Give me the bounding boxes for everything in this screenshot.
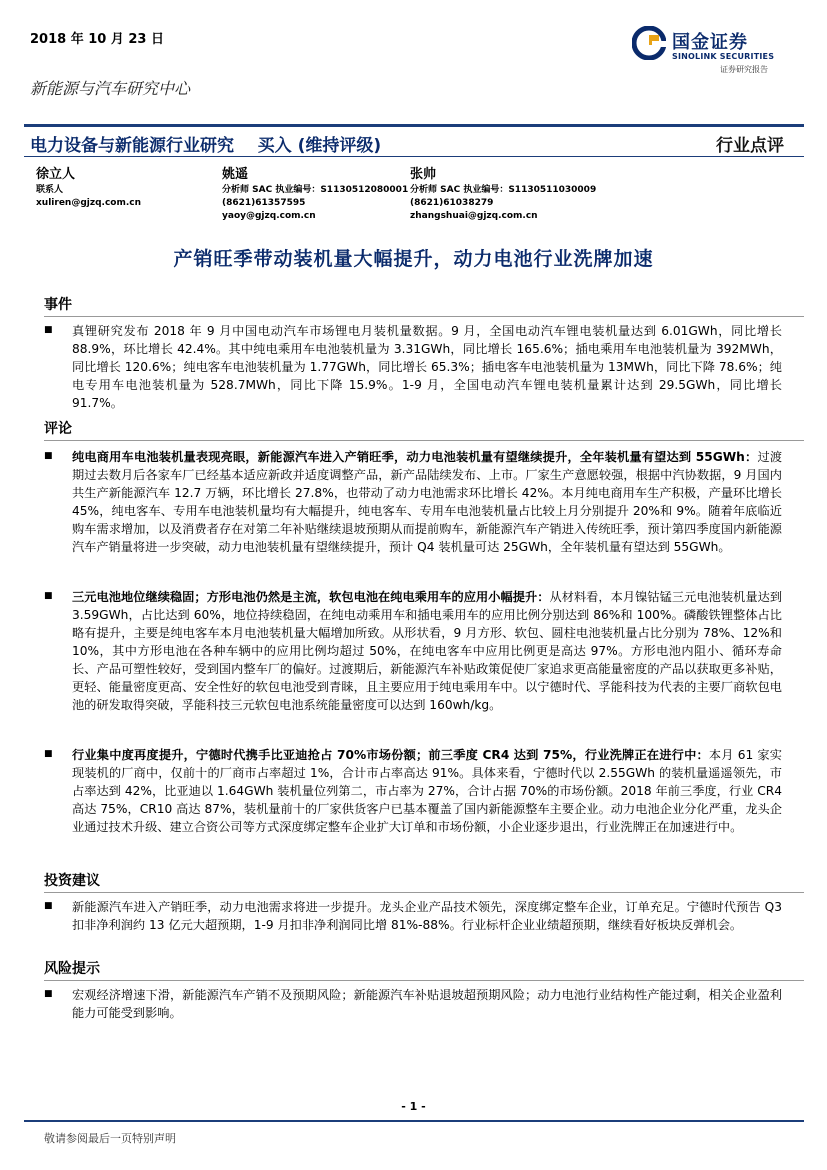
logo-name-cn: 国金证券 (672, 32, 748, 53)
author-block (410, 166, 596, 223)
title-divider (24, 156, 804, 157)
paragraph-body: 过渡期过去数月后各家车厂已经基本适应新政并适度调整产品，新产品陆续发布、上市。厂家生产意愿较强，根据中汽协数据，9 月国内共生产新能源汽车 12.7 万辆，环比增长 27.8%，也带动了动力电池需求环比增长 42%。本月纯电商用车生产积极，产量环比增长 45%，纯电客车、专用车电池装机量均有大幅提升，纯电客车、专用车电池装机量占比较上月分别提升 20%和 9%。随着年底临近购车需求增加，以及消费者存在对第二年补贴继续退坡预期从而提前购车，新能源汽车产销进入传统旺季，预计第四季度国内新能源汽车产销量将进一步突破，动力电池装机量有望继续提升，预计 Q4 装机量可达 25GWh，全年装机量有望达到 55GWh。 (72, 450, 783, 554)
author-block (222, 166, 408, 223)
invest-paragraph: 新能源汽车进入产销旺季，动力电池需求将进一步提升。龙头企业产品技术领先，深度绑定整车企业，订单充足。宁德时代预告 Q3 扣非净利润约 13 亿元大超预期，1-9 月扣非净利润同比增 81%-88%。行业标杆企业业绩超预期，继续看好板块反弹机会。 (72, 900, 782, 932)
author-sac: 分析师 SAC 执业编号：S1130512080001 (222, 185, 409, 195)
author-sac: 分析师 SAC 执业编号：S1130511030009 (410, 185, 597, 195)
paragraph-lead: 行业集中度再度提升，宁德时代携手比亚迪抢占 70%市场份额；前三季度 CR4 达到 75%，行业洗牌正在进行中： (72, 748, 709, 762)
logo-mark-icon (632, 26, 666, 60)
section-divider (44, 440, 804, 441)
author-name: 姚遥 (222, 167, 249, 182)
author-phone: (8621)61038279 (410, 198, 494, 208)
bullet-icon: ■ (44, 749, 53, 759)
bullet-icon: ■ (44, 901, 53, 911)
section-divider (44, 316, 804, 317)
paragraph-lead: 纯电商用车电池装机量表现亮眼，新能源汽车进入产销旺季，动力电池装机量有望继续提升，全年装机量有望达到 55GWh： (72, 450, 758, 464)
report-date: 2018 年 10 月 23 日 (30, 32, 164, 47)
bullet-icon: ■ (44, 591, 53, 601)
section-title-invest: 投资建议 (44, 873, 100, 889)
author-block (36, 166, 141, 210)
bullet-icon: ■ (44, 989, 53, 999)
section-divider (44, 892, 804, 893)
author-email: yaoy@gjzq.com.cn (222, 211, 316, 221)
bullet-icon: ■ (44, 451, 53, 461)
author-phone: (8621)61357595 (222, 198, 306, 208)
author-email: zhangshuai@gjzq.com.cn (410, 211, 538, 221)
comment-paragraph (72, 448, 782, 556)
paragraph-body: 本月 61 家实现装机的厂商中，仅前十的厂商市占率超过 1%，合计市占率高达 91%。具体来看，宁德时代以 2.55GWh 的装机量遥遥领先，市占率达到 42%，比亚迪以 1.64GWh 装机量位列第二，市占率为 27%，合计占据 70%的市场份额。2018 年前三季度，行业 CR4 高达 75%，CR10 高达 87%，装机量前十的厂家供货客户已基本覆盖了国内新能源整车主要企业。动力电池企业分化严重，龙头企业通过技术升级、建立合资公司等方式深度绑定整车企业扩大订单和市场份额，小企业逐步退出，行业洗牌正在加速进行中。 (72, 748, 782, 834)
author-role: 联系人 (36, 185, 64, 195)
section-divider (44, 980, 804, 981)
logo-subtitle: 证券研究报告 (720, 65, 768, 74)
page-number: - 1 - (401, 1100, 426, 1113)
headline: 产销旺季带动装机量大幅提升，动力电池行业洗牌加速 (173, 248, 654, 270)
report-type: 行业点评 (716, 136, 784, 156)
report-title: 电力设备与新能源行业研究 买入 (维持评级) (30, 136, 382, 156)
logo-name-en: SINOLINK SECURITIES (672, 52, 775, 61)
paragraph-body: 从材料看，本月镍钴锰三元电池装机量达到 3.59GWh，占比达到 60%，地位持续稳固，在纯电动乘用车和插电乘用车的应用比例分别达到 86%和 100%。磷酸铁锂整体占比略有提升，主要是纯电客车本月电池装机量大幅增加所致。从形状看，9 月方形、软包、圆柱电池装机量占比分别为 78%、12%和 10%，其中方形电池在各种车辆中的应用比例均超过 50%，在纯电客车中应用比例更是高达 97%。方形电池内阻小、循环寿命长、产品可塑性较好，受到国内整车厂的偏好。过渡期后，新能源汽车补贴政策促使厂家追求更高能量密度的产品以获取更多补贴，更轻、能量密度更高、安全性好的软包电池受到青睐，且主要应用于纯电乘用车中。以宁德时代、孚能科技为代表的主要厂商软包电池的研发取得突破，孚能科技三元软包电池系统能量密度可以达到 160wh/kg。 (72, 590, 783, 712)
bullet-icon: ■ (44, 325, 53, 335)
disclaimer: 敬请参阅最后一页特别声明 (44, 1132, 176, 1145)
comment-paragraph (72, 746, 782, 836)
author-name: 张帅 (410, 167, 437, 182)
section-title-risk: 风险提示 (44, 961, 100, 977)
risk-paragraph: 宏观经济增速下滑，新能源汽车产销不及预期风险；新能源汽车补贴退坡超预期风险；动力电池行业结构性产能过剩，相关企业盈利能力可能受到影响。 (72, 988, 782, 1020)
event-paragraph: 真锂研究发布 2018 年 9 月中国电动汽车市场锂电月装机量数据。9 月，全国电动汽车锂电装机量达到 6.01GWh，同比增长 88.9%，环比增长 42.4%。其中纯电乘用车电池装机量为 3.31GWh，同比增长 165.6%；插电乘用车电池装机量为 392MWh，同比增长 120.6%；纯电客车电池装机量为 1.77GWh，同比增长 65.3%；插电客车电池装机量为 13MWh，同比下降 78.6%；纯电专用车电池装机量为 528.7MWh，同比下降 15.9%。1-9 月，全国电动汽车锂电装机量累计达到 29.5GWh，同比增长 91.7%。 (72, 324, 782, 410)
section-title-comment: 评论 (44, 421, 72, 437)
author-email: xuliren@gjzq.com.cn (36, 198, 142, 208)
company-logo (632, 26, 792, 76)
section-title-event: 事件 (44, 297, 72, 313)
comment-paragraph (72, 588, 782, 714)
header-divider (24, 124, 804, 127)
author-name: 徐立人 (36, 167, 76, 182)
paragraph-lead: 三元电池地位继续稳固；方形电池仍然是主流，软包电池在纯电乘用车的应用小幅提升： (72, 590, 550, 604)
research-center: 新能源与汽车研究中心 (30, 79, 191, 98)
footer-divider (24, 1120, 804, 1122)
